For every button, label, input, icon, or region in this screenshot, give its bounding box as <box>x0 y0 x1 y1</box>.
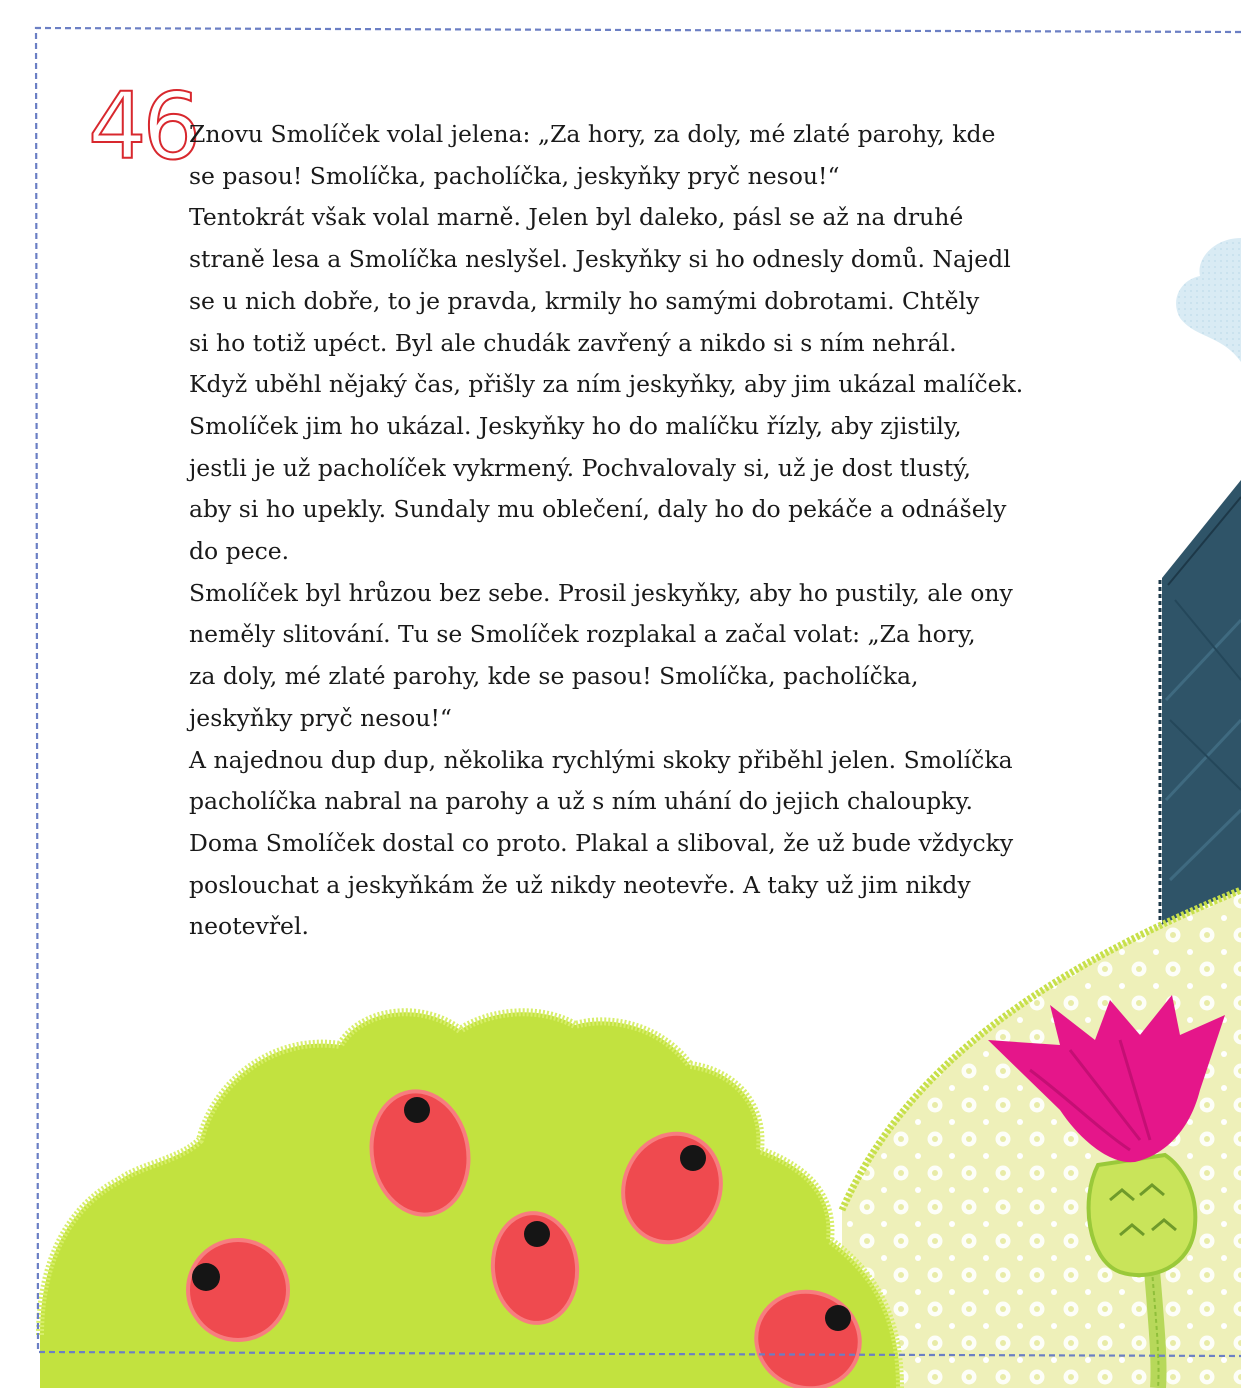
story-text <box>189 114 1089 948</box>
paragraph: A najednou dup dup, několika rychlými skoky přiběhl jelen. Smolíčka pacholíčka nabral na parohy a už s ním uhání do jejich chaloupky. Doma Smolíček dostal co proto. Plakal a sliboval, že už bude vždycky poslouchat a jeskyňkám že už nikdy neotevře. A taky už jim nikdy neotevřel. <box>189 745 1014 941</box>
paragraph: Znovu Smolíček volal jelena: „Za hory, za doly, mé zlaté parohy, kde se pasou! Smolíčka, pacholíčka, jeskyňky pryč nesou!“ <box>189 120 996 190</box>
sequin <box>680 1145 706 1171</box>
sequin <box>524 1221 550 1247</box>
sequin <box>825 1305 851 1331</box>
hill <box>842 890 1241 1388</box>
paragraph: Smolíček byl hrůzou bez sebe. Prosil jeskyňky, aby ho pustily, ale ony neměly slitování. Tu se Smolíček rozplakal a začal volat: „Za hory, za doly, mé zlaté parohy, kde se pasou! Smolíčka, pacholíčka, jeskyňky pryč nesou!“ <box>189 578 1013 732</box>
house <box>1160 480 1241 940</box>
paragraph: Tentokrát však volal marně. Jelen byl daleko, pásl se až na druhé straně lesa a Smolíčka neslyšel. Jeskyňky si ho odnesly domů. Najedl se u nich dobře, to je pravda, krmily ho samými dobrotami. Chtěly si ho totiž upéct. Byl ale chudák zavřený a nikdo si s ním nehrál. Když uběhl nějaký čas, přišly za ním jeskyňky, aby jim ukázal malíček. Smolíček jim ho ukázal. Jeskyňky ho do malíčku řízly, aby zjistily, jestli je už pacholíček vykrmený. Pochvalovaly si, už je dost tlustý, aby si ho upekly. Sundaly mu oblečení, daly ho do pekáče a odnášely do pece. <box>189 203 1024 566</box>
cloud <box>1176 238 1241 362</box>
sequin <box>192 1263 220 1291</box>
page-number: 46 <box>88 73 198 180</box>
sequin <box>404 1097 430 1123</box>
